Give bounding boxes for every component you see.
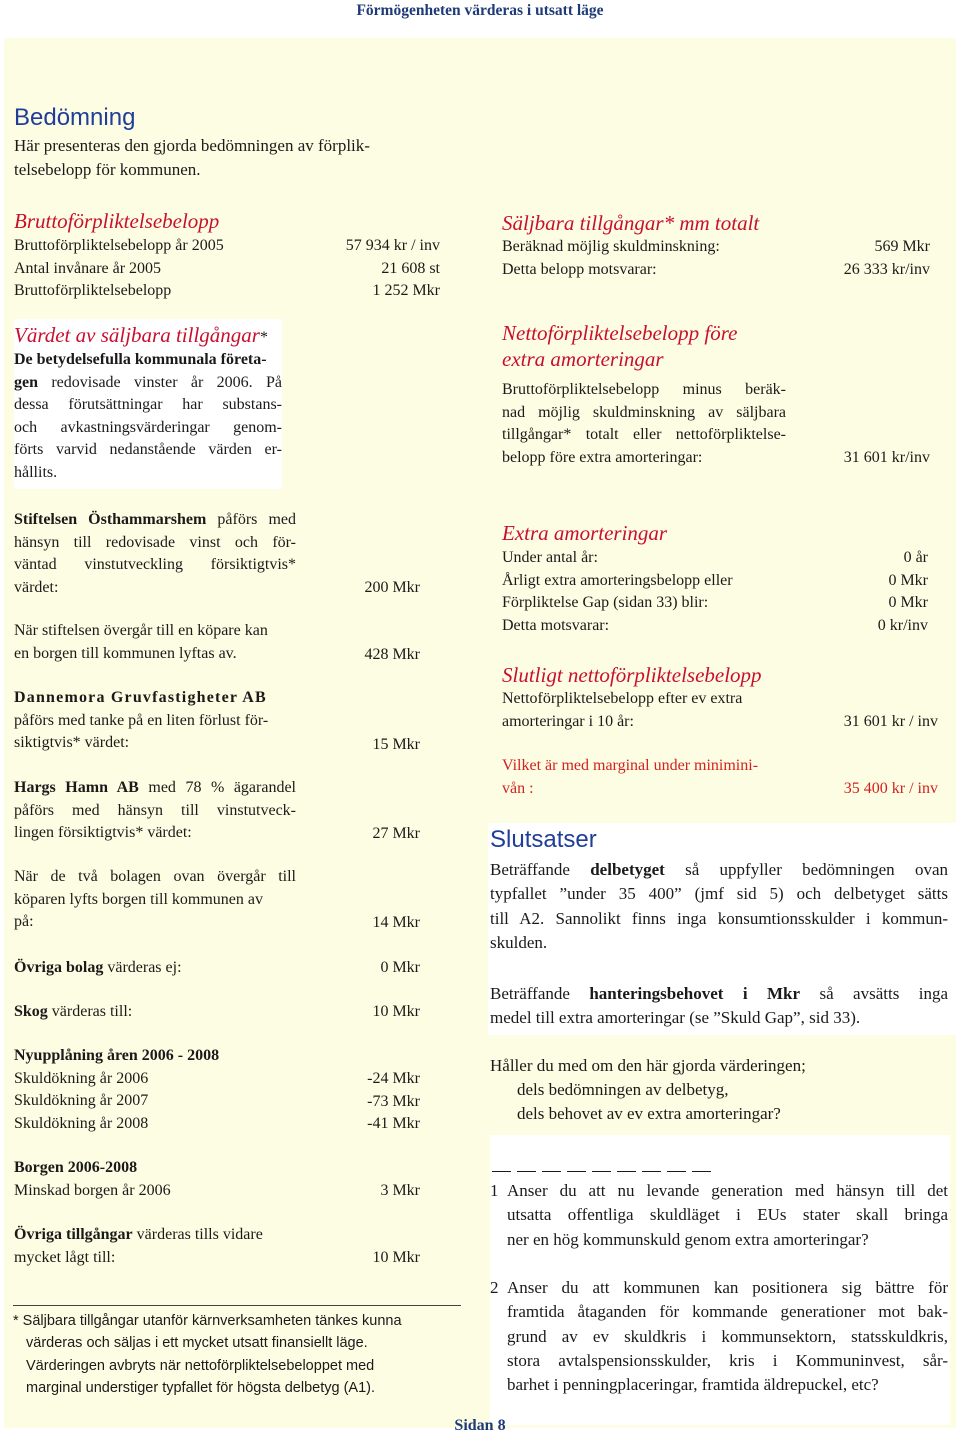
page-number: Sidan 8 [454, 1417, 506, 1434]
ovriga-tillgangar-value: 10 Mkr [372, 1249, 420, 1266]
ovriga-bolag-label: Övriga bolag värderas ej: [14, 959, 182, 976]
varde-title: Värdet av säljbara tillgångar* [14, 323, 268, 347]
netto-fore-value: 31 601 kr/inv [843, 449, 930, 466]
question-2: 2 Anser du att kommunen kan positionera sig bättre för framtida åtaganden för kommande generationer mot bak- grund av ev skuldkris i kommunsektorn, statsskuldkris, stora avtalspensionsskulder, kris i Kommuninvest, sår- barhet i penningplaceringar, framtida äldrepuckel, etc? [490, 1278, 948, 1395]
intro-text: Här presenteras den gjorda bedömningen av förplik- telsebelopp för kommunen. [14, 136, 370, 179]
skog-label: Skog värderas till: [14, 1003, 133, 1020]
questions-divider [492, 1162, 717, 1172]
section-title-bedomning: Bedömning [14, 104, 136, 131]
stiftelsen-text: Stiftelsen Östhammarshem påförs med hänsyn till redovisade vinst och för- väntad vinstutveckling försiktigtvis* värdet: [14, 511, 297, 596]
dannemora-value: 15 Mkr [372, 736, 420, 753]
extra-title: Extra amorteringar [502, 521, 668, 545]
footnote-divider [13, 1305, 461, 1306]
saljbara-title: Säljbara tillgångar* mm totalt [502, 211, 760, 235]
borgen-value: 3 Mkr [380, 1182, 420, 1199]
slutligt-warning-text: Vilket är med marginal under minimini- vån : [502, 757, 759, 797]
netto-fore-text: Bruttoförpliktelsebelopp minus beräk- nad möjlig skuldminskning av säljbara tillgångar* totalt eller nettoförpliktelse- belopp före extra amorteringar: [502, 381, 786, 466]
nyupplaning-values: -24 Mkr -73 Mkr -41 Mkr [367, 1070, 420, 1132]
hargs-text: Hargs Hamn AB med 78 % ägarandel påförs med hänsyn till vinstutveck- lingen försiktigtvis* värdet: [14, 779, 296, 841]
slutligt-value: 31 601 kr / inv [843, 713, 938, 730]
brutto-title: Bruttoförpliktelsebelopp [14, 209, 220, 233]
netto-fore-title: Nettoförpliktelsebelopp före extra amorteringar [502, 321, 738, 371]
bolagen-value: 14 Mkr [372, 914, 420, 931]
brutto-values: 57 934 kr / inv 21 608 st 1 252 Mkr [345, 237, 440, 299]
stiftelsen-value: 200 Mkr [364, 579, 420, 596]
slutsatser-paragraph-2: Beträffande hanteringsbehovet i Mkr så avsätts inga medel till extra amorteringar (se ”Skuld Gap”, sid 33). [490, 984, 949, 1028]
extra-values: 0 år 0 Mkr 0 Mkr 0 kr/inv [877, 549, 928, 634]
slutsatser-title: Slutsatser [490, 826, 597, 853]
skog-value: 10 Mkr [372, 1003, 420, 1020]
stiftelsen-borgen-text: När stiftelsen övergår till en köpare kan en borgen till kommunen lyftas av. [14, 622, 268, 662]
slutsatser-paragraph-1: Beträffande delbetyget så uppfyller bedömningen ovan typfallet ”under 35 400” (jmf sid 5) och delbetyget sätts till A2. Sannolikt finns inga konsumtionsskulder i kommun- skulden. [490, 860, 949, 952]
borgen-text: Borgen 2006-2008 Minskad borgen år 2006 [14, 1159, 171, 1199]
stiftelsen-borgen-value: 428 Mkr [364, 646, 420, 663]
brutto-labels: Bruttoförpliktelsebelopp år 2005 Antal invånare år 2005 Bruttoförpliktelsebelopp [14, 237, 224, 299]
footnote: * Säljbara tillgångar utanför kärnverksamheten tänkes kunna värderas och säljas i ett mycket utsatt finansiellt läge. Värderingen avbryts när nettoförpliktelsebeloppet med marginal understiger typfallet för högsta delbetyg (A1). [13, 1313, 402, 1396]
varde-text: De betydelsefulla kommunala företa- gen redovisade vinster år 2006. På dessa förutsättningar har substans- och avkastningsvärderingar genom- förts varvid nedanstående värden er- hållits. [14, 351, 282, 481]
saljbara-values: 569 Mkr 26 333 kr/inv [843, 238, 930, 278]
saljbara-labels: Beräknad möjlig skuldminskning: Detta belopp motsvarar: [502, 238, 720, 278]
ovriga-bolag-value: 0 Mkr [380, 959, 420, 976]
running-header: Förmögenheten värderas i utsatt läge [356, 2, 604, 19]
question-1: 1 Anser du att nu levande generation med hänsyn till det utsatta offentliga skuldläget i EUs stater skall bringa ner en hög kommunskuld genom extra amorteringar? [490, 1181, 948, 1249]
slutligt-text: Nettoförpliktelsebelopp efter ev extra amorteringar i 10 år: [502, 690, 743, 730]
hargs-value: 27 Mkr [372, 825, 420, 842]
question-text: Håller du med om den här gjorda värderingen; dels bedömningen av delbetyg, dels behovet av ev extra amorteringar? [490, 1056, 806, 1123]
bolagen-text: När de två bolagen ovan övergår till köparen lyfts borgen till kommunen av på: [14, 868, 296, 930]
dannemora-text: Dannemora Gruvfastigheter AB påförs med tanke på en liten förlust för- siktigtvis* värdet: [14, 689, 269, 751]
extra-labels: Under antal år: Årligt extra amorteringsbelopp eller Förpliktelse Gap (sidan 33) blir: Detta motsvarar: [502, 549, 733, 634]
nyupplaning-text: Nyupplåning åren 2006 - 2008 Skuldökning år 2006 Skuldökning år 2007 Skuldökning år 2008 [14, 1047, 220, 1132]
ovriga-tillgangar-text: Övriga tillgångar värderas tills vidare mycket lågt till: [14, 1226, 263, 1266]
slutligt-warning-value: 35 400 kr / inv [843, 780, 938, 797]
slutligt-title: Slutligt nettoförpliktelsebelopp [502, 663, 762, 687]
